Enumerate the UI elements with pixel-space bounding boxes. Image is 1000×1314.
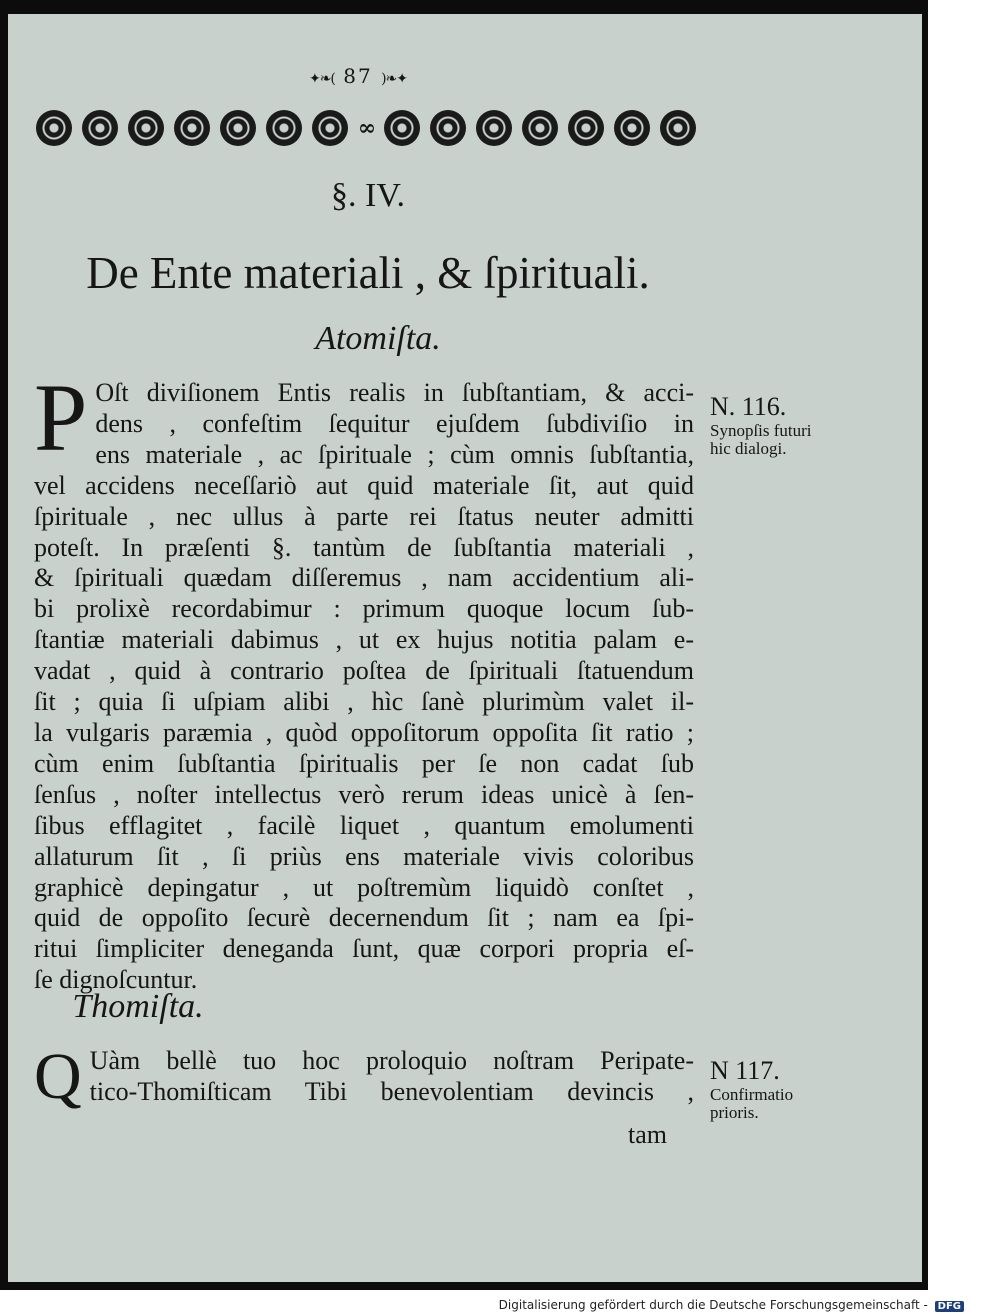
- ornament-icon: [568, 110, 604, 146]
- margin-number: N. 116.: [710, 392, 787, 421]
- text-line: allaturum ſit , ſi priùs ens materiale vivis coloribus: [34, 841, 694, 871]
- text-line: bi prolixè recordabimur : primum quoque locum ſub-: [34, 594, 694, 624]
- ornament-icon: [266, 110, 302, 146]
- catchword: tam: [628, 1120, 667, 1149]
- text-line: dens , confeſtim ſequitur ejuſdem ſubdiviſio in: [95, 408, 694, 438]
- text-line: ſtantiæ materiali dabimus , ut ex hujus notitia palam e-: [34, 625, 694, 655]
- header-ornament-left: ✦❧(: [308, 71, 335, 87]
- ornament-icon: [660, 110, 696, 146]
- header-ornament-right: )❧✦: [381, 71, 408, 87]
- speaker-heading: Atomiſta.: [315, 320, 441, 357]
- text-line: poteſt. In præſenti §. tantùm de ſubſtantia materiali ,: [34, 532, 694, 562]
- section-number: §. IV.: [331, 177, 405, 214]
- ornament-icon: [174, 110, 210, 146]
- text-line: vel accidens neceſſariò aut quid materiale ſit, aut quid: [34, 470, 694, 500]
- ornamental-band: [36, 106, 696, 150]
- text-line: ritui ſimpliciter deneganda ſunt, quæ corpori propria eſ-: [34, 934, 694, 964]
- margin-number: N 117.: [710, 1056, 780, 1085]
- ornament-icon: [476, 110, 512, 146]
- ornament-icon: [312, 110, 348, 146]
- margin-note-text: Synopſis futuri hic dialogi.: [710, 421, 812, 458]
- text-line: graphicè depingatur , ut poſtremùm liquidò conſtet ,: [34, 872, 694, 902]
- text-line: vadat , quid à contrario poſtea de ſpirituali ſtatuendum: [34, 656, 694, 686]
- speaker-heading: Thomiſta.: [72, 988, 204, 1025]
- ornament-icon: [220, 110, 256, 146]
- text-line: ſpirituale , nec ullus à parte rei ſtatus neuter admitti: [34, 501, 694, 531]
- drop-capital: P: [34, 364, 88, 471]
- dfg-logo-icon: DFG: [935, 1301, 964, 1312]
- text-line: Oſt diviſionem Entis realis in ſubſtantiam, & acci-: [95, 378, 694, 407]
- text-line: Uàm bellè tuo hoc proloquio noſtram Peripate-: [89, 1046, 694, 1075]
- page-number: 87: [343, 64, 373, 88]
- ornament-icon: [430, 110, 466, 146]
- paragraph: [34, 364, 694, 996]
- book-page: [8, 14, 922, 1282]
- text-line: ſibus efflagitet , facilè liquet , quantum emolumenti: [34, 810, 694, 840]
- digitization-credit: [499, 1298, 964, 1312]
- ornament-icon: [522, 110, 558, 146]
- margin-note-text: Confirmatio prioris.: [710, 1085, 794, 1122]
- text-line: la vulgaris paræmia , quòd oppoſitorum oppoſita ſit ratio ;: [34, 717, 694, 747]
- ornament-icon: [128, 110, 164, 146]
- ornament-center-icon: ∞: [357, 115, 375, 141]
- text-line: & ſpirituali quædam diſſeremus , nam accidentium ali-: [34, 563, 694, 593]
- text-line: ſenſus , noſter intellectus verò rerum ideas unicè à ſen-: [34, 779, 694, 809]
- ornament-icon: [614, 110, 650, 146]
- ornament-icon: [36, 110, 72, 146]
- text-line: cùm enim ſubſtantia ſpiritualis per ſe non cadat ſub: [34, 748, 694, 778]
- paragraph: [34, 1040, 694, 1113]
- text-line: ens materiale , ac ſpirituale ; cùm omnis ſubſtantia,: [95, 439, 694, 469]
- credit-text: Digitalisierung gefördert durch die Deutsche Forschungsgemeinschaft -: [498, 1298, 928, 1312]
- text-line: quid de oppoſito ſecurè decernendum ſit ; nam ea ſpi-: [34, 903, 694, 933]
- section-title: De Ente materiali , & ſpirituali.: [86, 248, 650, 298]
- margin-note: [710, 392, 820, 458]
- page-header: [248, 64, 468, 88]
- margin-note: [710, 1056, 820, 1122]
- text-line: tico-Thomiſticam Tibi benevolentiam devincis ,: [89, 1076, 694, 1106]
- drop-capital: Q: [34, 1040, 82, 1113]
- ornament-icon: [384, 110, 420, 146]
- ornament-icon: [82, 110, 118, 146]
- text-line: ſe dignoſcuntur.: [34, 965, 198, 995]
- text-line: ſit ; quia ſi uſpiam alibi , hìc ſanè plurimùm valet il-: [34, 687, 694, 717]
